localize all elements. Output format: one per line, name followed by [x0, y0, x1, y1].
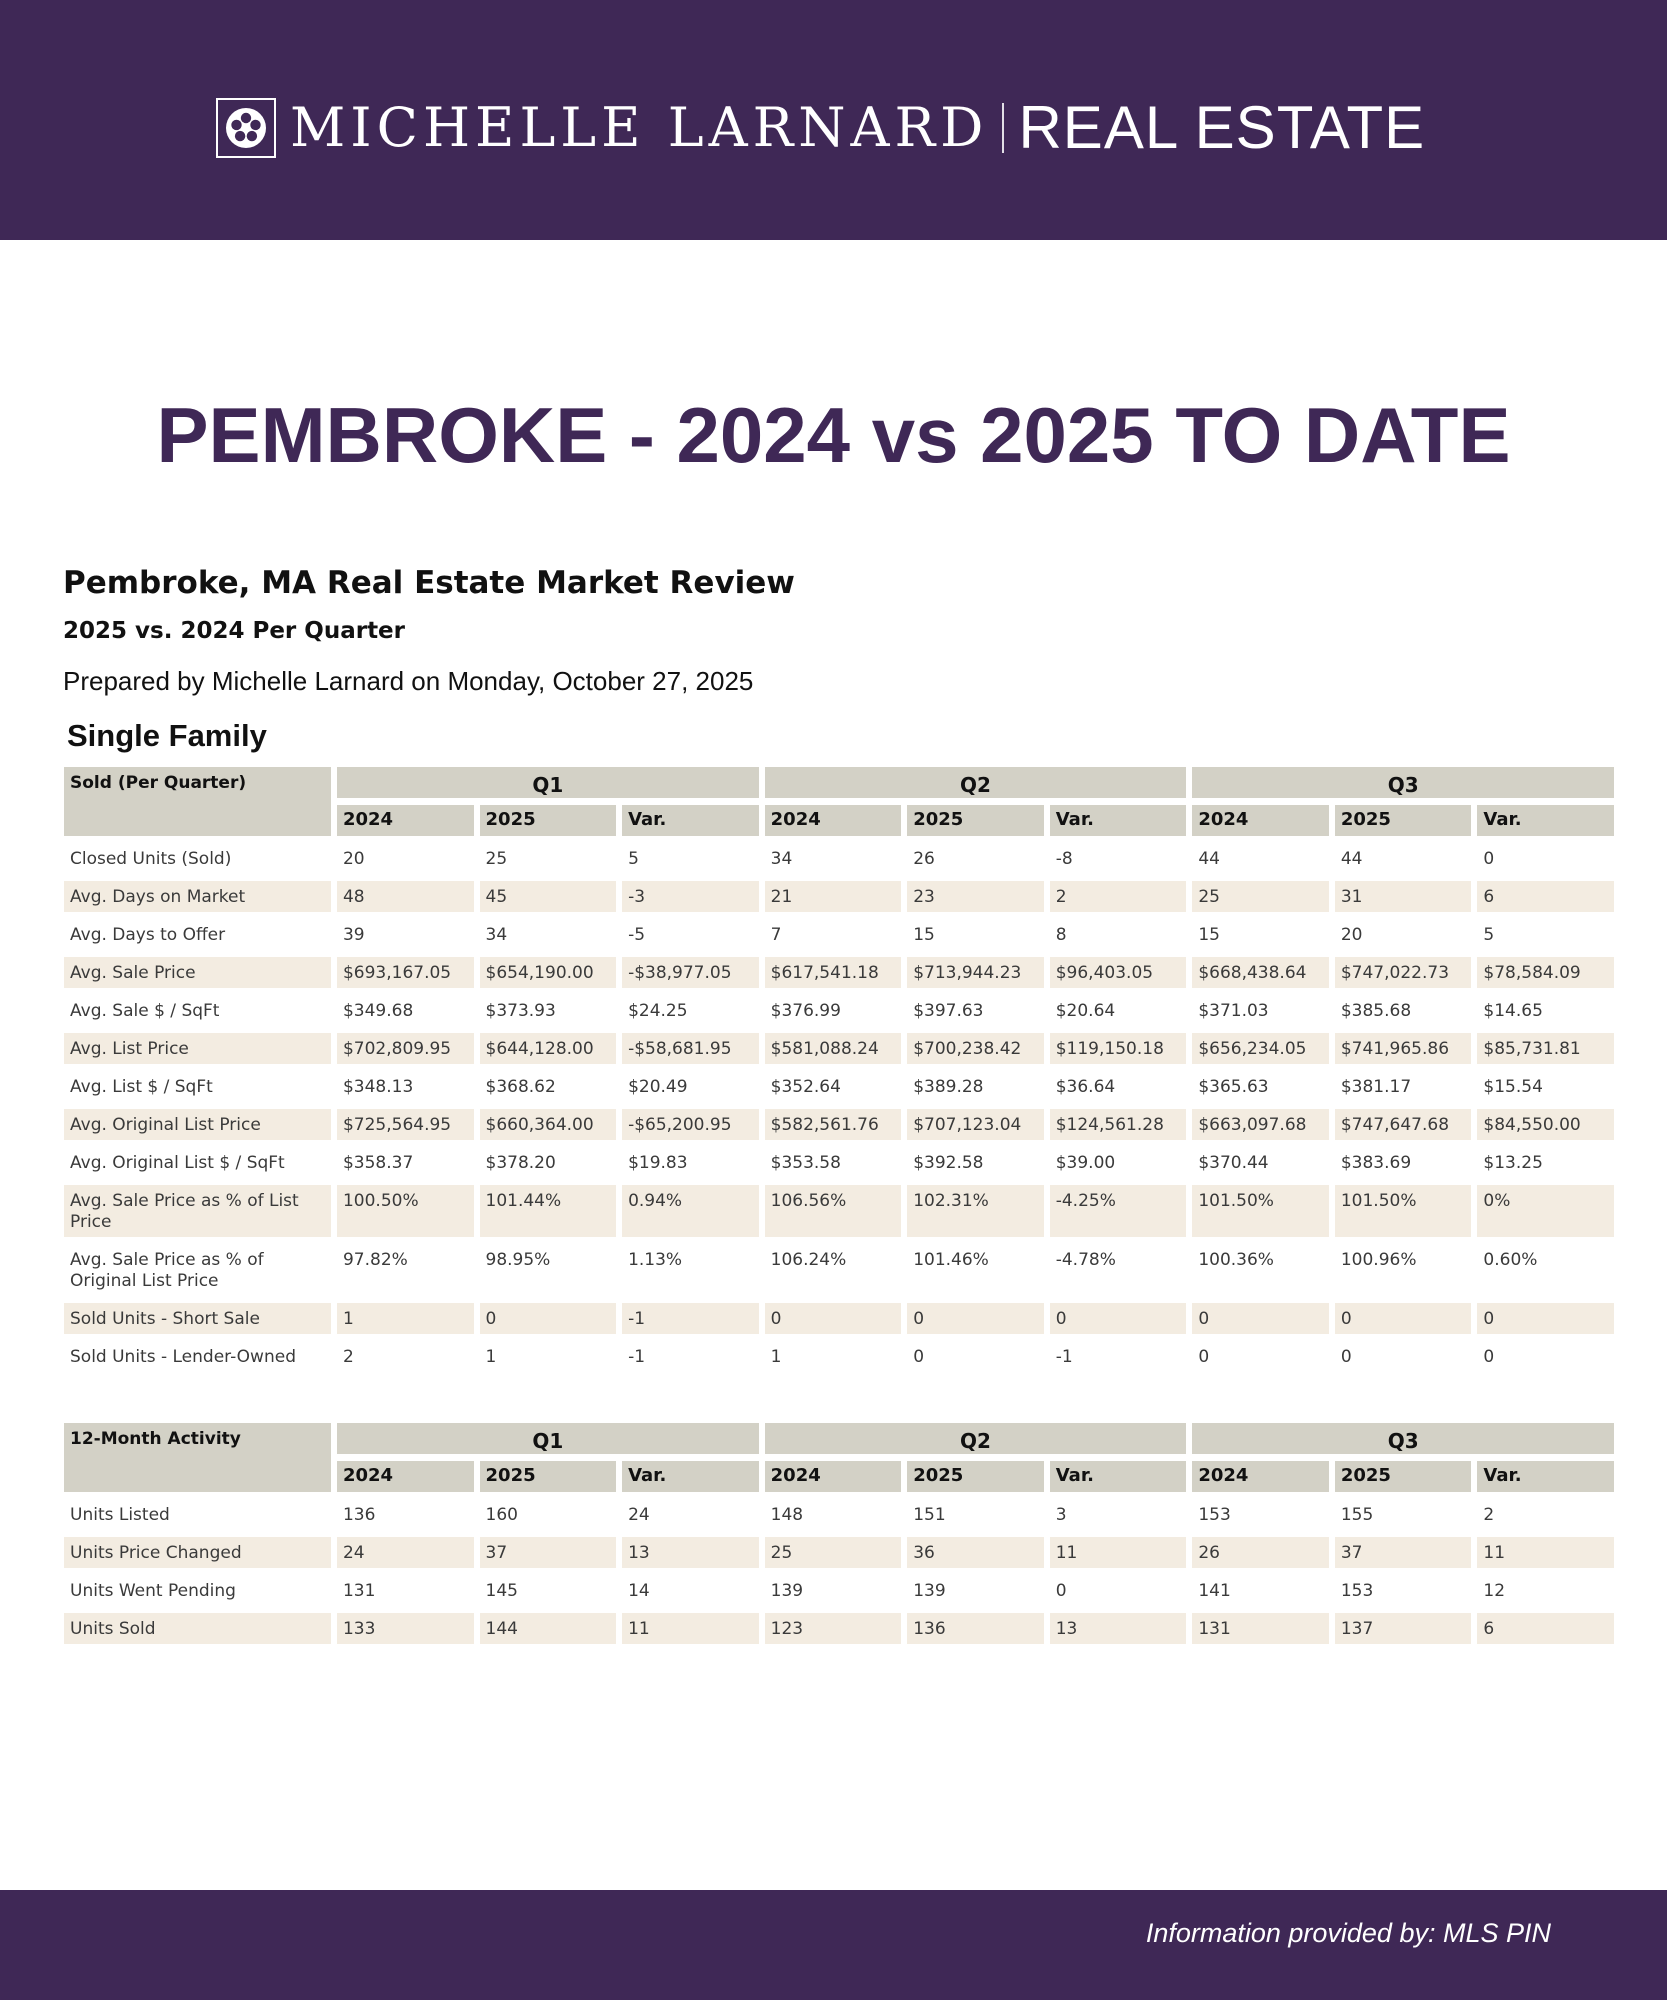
table-cell: 0.60%: [1477, 1244, 1614, 1296]
table-cell: $353.58: [765, 1147, 902, 1178]
table-cell: 0%: [1477, 1185, 1614, 1237]
table-cell: 144: [480, 1613, 617, 1644]
table-corner-label: Sold (Per Quarter): [64, 767, 331, 836]
table-cell: -1: [622, 1303, 759, 1334]
table-cell: 2: [1050, 881, 1187, 912]
table-cell: $358.37: [337, 1147, 474, 1178]
table-cell: 101.50%: [1192, 1185, 1329, 1237]
table-cell: $581,088.24: [765, 1033, 902, 1064]
table-cell: 0: [1477, 1303, 1614, 1334]
table-cell: 48: [337, 881, 474, 912]
table-cell: 1: [765, 1341, 902, 1372]
row-label: Avg. Sale Price: [64, 957, 331, 988]
column-header-2024: 2024: [1192, 1461, 1329, 1492]
table-cell: $389.28: [907, 1071, 1044, 1102]
table-cell: $15.54: [1477, 1071, 1614, 1102]
prepared-by-line: Prepared by Michelle Larnard on Monday, October 27, 2025: [63, 666, 754, 696]
table-cell: 44: [1192, 843, 1329, 874]
table-cell: $713,944.23: [907, 957, 1044, 988]
table-row: [64, 1071, 1614, 1102]
table-cell: 45: [480, 881, 617, 912]
quarter-header-q2: Q2: [765, 767, 1187, 798]
table-cell: -$58,681.95: [622, 1033, 759, 1064]
table-cell: 37: [1335, 1537, 1472, 1568]
section-heading: Single Family: [67, 718, 267, 753]
table-cell: 25: [765, 1537, 902, 1568]
table-cell: 24: [337, 1537, 474, 1568]
table-row: [64, 1537, 1614, 1568]
table-cell: 11: [622, 1613, 759, 1644]
table-cell: 100.50%: [337, 1185, 474, 1237]
quarter-header-q2: Q2: [765, 1423, 1187, 1454]
brand-logo: [216, 96, 1425, 160]
quarter-header-q1: Q1: [337, 1423, 759, 1454]
column-header-var: Var.: [1050, 805, 1187, 836]
table-cell: 0: [1192, 1303, 1329, 1334]
table-cell: 98.95%: [480, 1244, 617, 1296]
column-header-2025: 2025: [907, 805, 1044, 836]
footer-banner: [0, 1890, 1667, 2000]
table-cell: 1.13%: [622, 1244, 759, 1296]
table-cell: $19.83: [622, 1147, 759, 1178]
sold-per-quarter-table: [58, 760, 1620, 1379]
table-row: [64, 881, 1614, 912]
table-cell: $707,123.04: [907, 1109, 1044, 1140]
table-cell: 3: [1050, 1499, 1187, 1530]
table-cell: $617,541.18: [765, 957, 902, 988]
table-cell: 6: [1477, 1613, 1614, 1644]
table-cell: 37: [480, 1537, 617, 1568]
row-label: Units Listed: [64, 1499, 331, 1530]
table-cell: 0: [907, 1341, 1044, 1372]
table-cell: 151: [907, 1499, 1044, 1530]
table-cell: $370.44: [1192, 1147, 1329, 1178]
table-cell: 153: [1192, 1499, 1329, 1530]
table-row: [64, 1109, 1614, 1140]
row-label: Avg. Days on Market: [64, 881, 331, 912]
table-cell: 0: [1050, 1303, 1187, 1334]
table-cell: $725,564.95: [337, 1109, 474, 1140]
table-row: [64, 843, 1614, 874]
table-cell: 23: [907, 881, 1044, 912]
table-cell: 14: [622, 1575, 759, 1606]
table-cell: 1: [480, 1341, 617, 1372]
table-cell: 0: [1335, 1341, 1472, 1372]
table-cell: $13.25: [1477, 1147, 1614, 1178]
table-cell: $368.62: [480, 1071, 617, 1102]
table-cell: $656,234.05: [1192, 1033, 1329, 1064]
table-cell: $78,584.09: [1477, 957, 1614, 988]
logo-divider: [1002, 103, 1004, 153]
table-row: [64, 919, 1614, 950]
table-cell: 1: [337, 1303, 474, 1334]
table-cell: 106.24%: [765, 1244, 902, 1296]
row-label: Units Price Changed: [64, 1537, 331, 1568]
column-header-2025: 2025: [1335, 805, 1472, 836]
table-cell: -8: [1050, 843, 1187, 874]
table-cell: $693,167.05: [337, 957, 474, 988]
table-cell: $702,809.95: [337, 1033, 474, 1064]
table-cell: 0: [765, 1303, 902, 1334]
table-cell: 133: [337, 1613, 474, 1644]
column-header-var: Var.: [1477, 1461, 1614, 1492]
sold-table-body: [64, 843, 1614, 1372]
table-cell: $700,238.42: [907, 1033, 1044, 1064]
table-cell: 145: [480, 1575, 617, 1606]
row-label: Avg. Original List Price: [64, 1109, 331, 1140]
row-label: Units Went Pending: [64, 1575, 331, 1606]
table-cell: $378.20: [480, 1147, 617, 1178]
column-header-2024: 2024: [765, 805, 902, 836]
row-label: Avg. Sale Price as % of List Price: [64, 1185, 331, 1237]
table-cell: 8: [1050, 919, 1187, 950]
table-cell: 13: [1050, 1613, 1187, 1644]
flower-icon: [216, 98, 276, 158]
column-header-var: Var.: [622, 1461, 759, 1492]
table-row: [64, 1185, 1614, 1237]
column-header-var: Var.: [1050, 1461, 1187, 1492]
table-cell: 123: [765, 1613, 902, 1644]
row-label: Avg. Sale $ / SqFt: [64, 995, 331, 1026]
row-label: Sold Units - Short Sale: [64, 1303, 331, 1334]
table-cell: 0: [907, 1303, 1044, 1334]
table-cell: 0: [1050, 1575, 1187, 1606]
table-cell: $36.64: [1050, 1071, 1187, 1102]
table-cell: $668,438.64: [1192, 957, 1329, 988]
table-cell: $383.69: [1335, 1147, 1472, 1178]
table-cell: $24.25: [622, 995, 759, 1026]
table-cell: 26: [907, 843, 1044, 874]
table-row: [64, 1499, 1614, 1530]
table-cell: -$65,200.95: [622, 1109, 759, 1140]
table-cell: 12: [1477, 1575, 1614, 1606]
row-label: Avg. List Price: [64, 1033, 331, 1064]
column-header-2024: 2024: [1192, 805, 1329, 836]
table-cell: 139: [907, 1575, 1044, 1606]
table-row: [64, 1303, 1614, 1334]
header-banner: [0, 0, 1667, 240]
table-cell: 44: [1335, 843, 1472, 874]
table-cell: $20.64: [1050, 995, 1187, 1026]
table-cell: $84,550.00: [1477, 1109, 1614, 1140]
row-label: Closed Units (Sold): [64, 843, 331, 874]
column-header-2025: 2025: [480, 1461, 617, 1492]
column-header-2024: 2024: [337, 805, 474, 836]
table-corner-label: 12-Month Activity: [64, 1423, 331, 1492]
table-cell: 21: [765, 881, 902, 912]
column-header-2025: 2025: [907, 1461, 1044, 1492]
table-row: [64, 1613, 1614, 1644]
table-cell: 24: [622, 1499, 759, 1530]
table-cell: 131: [1192, 1613, 1329, 1644]
table-cell: $381.17: [1335, 1071, 1472, 1102]
table-cell: 2: [337, 1341, 474, 1372]
row-label: Avg. List $ / SqFt: [64, 1071, 331, 1102]
quarter-header-q3: Q3: [1192, 767, 1614, 798]
table-cell: -1: [622, 1341, 759, 1372]
activity-table-body: [64, 1499, 1614, 1644]
table-cell: -5: [622, 919, 759, 950]
table-cell: 31: [1335, 881, 1472, 912]
table-cell: $371.03: [1192, 995, 1329, 1026]
column-header-var: Var.: [622, 805, 759, 836]
table-cell: 137: [1335, 1613, 1472, 1644]
row-label: Units Sold: [64, 1613, 331, 1644]
table-cell: $119,150.18: [1050, 1033, 1187, 1064]
report-title: Pembroke, MA Real Estate Market Review: [63, 565, 795, 601]
row-label: Avg. Sale Price as % of Original List Price: [64, 1244, 331, 1296]
table-cell: $85,731.81: [1477, 1033, 1614, 1064]
table-cell: 6: [1477, 881, 1614, 912]
table-cell: 153: [1335, 1575, 1472, 1606]
table-cell: 97.82%: [337, 1244, 474, 1296]
table-cell: 39: [337, 919, 474, 950]
table-cell: 25: [480, 843, 617, 874]
brand-name: MICHELLE LARNARD: [290, 96, 989, 159]
table-cell: -4.78%: [1050, 1244, 1187, 1296]
table-cell: $654,190.00: [480, 957, 617, 988]
table-cell: 131: [337, 1575, 474, 1606]
table-cell: 34: [765, 843, 902, 874]
table-cell: 0: [1477, 1341, 1614, 1372]
quarter-header-q3: Q3: [1192, 1423, 1614, 1454]
table-cell: 0: [1477, 843, 1614, 874]
row-label: Avg. Days to Offer: [64, 919, 331, 950]
table-cell: 100.36%: [1192, 1244, 1329, 1296]
table-cell: -1: [1050, 1341, 1187, 1372]
report-subtitle: 2025 vs. 2024 Per Quarter: [63, 618, 406, 644]
table-cell: 11: [1477, 1537, 1614, 1568]
table-cell: 106.56%: [765, 1185, 902, 1237]
column-header-2025: 2025: [1335, 1461, 1472, 1492]
table-cell: $747,022.73: [1335, 957, 1472, 988]
table-cell: $348.13: [337, 1071, 474, 1102]
table-cell: 0.94%: [622, 1185, 759, 1237]
table-cell: 0: [1192, 1341, 1329, 1372]
table-cell: 100.96%: [1335, 1244, 1472, 1296]
table-cell: $747,647.68: [1335, 1109, 1472, 1140]
table-cell: 13: [622, 1537, 759, 1568]
table-cell: $349.68: [337, 995, 474, 1026]
table-cell: 7: [765, 919, 902, 950]
table-row: [64, 1575, 1614, 1606]
table-cell: 155: [1335, 1499, 1472, 1530]
table-cell: 15: [1192, 919, 1329, 950]
table-cell: 101.44%: [480, 1185, 617, 1237]
table-cell: 5: [1477, 919, 1614, 950]
table-cell: 148: [765, 1499, 902, 1530]
table-cell: $14.65: [1477, 995, 1614, 1026]
table-cell: 25: [1192, 881, 1329, 912]
table-cell: 102.31%: [907, 1185, 1044, 1237]
table-cell: 160: [480, 1499, 617, 1530]
table-cell: 136: [337, 1499, 474, 1530]
table-cell: $20.49: [622, 1071, 759, 1102]
table-row: [64, 1341, 1614, 1372]
table-cell: 0: [1335, 1303, 1472, 1334]
table-cell: 36: [907, 1537, 1044, 1568]
column-header-var: Var.: [1477, 805, 1614, 836]
table-cell: -3: [622, 881, 759, 912]
table-cell: $365.63: [1192, 1071, 1329, 1102]
table-cell: $373.93: [480, 995, 617, 1026]
quarter-header-q1: Q1: [337, 767, 759, 798]
twelve-month-activity-table: [58, 1416, 1620, 1651]
table-cell: 139: [765, 1575, 902, 1606]
table-cell: $663,097.68: [1192, 1109, 1329, 1140]
table-cell: 136: [907, 1613, 1044, 1644]
table-cell: 34: [480, 919, 617, 950]
table-cell: 5: [622, 843, 759, 874]
table-cell: $96,403.05: [1050, 957, 1187, 988]
table-cell: -4.25%: [1050, 1185, 1187, 1237]
column-header-2024: 2024: [337, 1461, 474, 1492]
table-cell: 11: [1050, 1537, 1187, 1568]
table-row: [64, 1147, 1614, 1178]
page-title: PEMBROKE - 2024 vs 2025 TO DATE: [156, 391, 1511, 479]
table-row: [64, 995, 1614, 1026]
row-label: Avg. Original List $ / SqFt: [64, 1147, 331, 1178]
table-cell: 15: [907, 919, 1044, 950]
table-cell: $124,561.28: [1050, 1109, 1187, 1140]
table-cell: $39.00: [1050, 1147, 1187, 1178]
table-cell: 101.46%: [907, 1244, 1044, 1296]
table-row: [64, 1244, 1614, 1296]
row-label: Sold Units - Lender-Owned: [64, 1341, 331, 1372]
table-cell: $741,965.86: [1335, 1033, 1472, 1064]
table-cell: 0: [480, 1303, 617, 1334]
column-header-2024: 2024: [765, 1461, 902, 1492]
table-cell: 2: [1477, 1499, 1614, 1530]
table-cell: $582,561.76: [765, 1109, 902, 1140]
column-header-2025: 2025: [480, 805, 617, 836]
table-cell: $397.63: [907, 995, 1044, 1026]
table-cell: 20: [337, 843, 474, 874]
table-row: [64, 957, 1614, 988]
table-cell: $352.64: [765, 1071, 902, 1102]
table-cell: -$38,977.05: [622, 957, 759, 988]
table-cell: 141: [1192, 1575, 1329, 1606]
brand-suffix: REAL ESTATE: [1018, 94, 1426, 161]
table-cell: $392.58: [907, 1147, 1044, 1178]
table-cell: 101.50%: [1335, 1185, 1472, 1237]
table-cell: $660,364.00: [480, 1109, 617, 1140]
source-credit: Information provided by: MLS PIN: [1145, 1918, 1551, 1948]
table-cell: $644,128.00: [480, 1033, 617, 1064]
table-cell: $376.99: [765, 995, 902, 1026]
table-row: [64, 1033, 1614, 1064]
table-cell: 20: [1335, 919, 1472, 950]
table-cell: $385.68: [1335, 995, 1472, 1026]
table-cell: 26: [1192, 1537, 1329, 1568]
